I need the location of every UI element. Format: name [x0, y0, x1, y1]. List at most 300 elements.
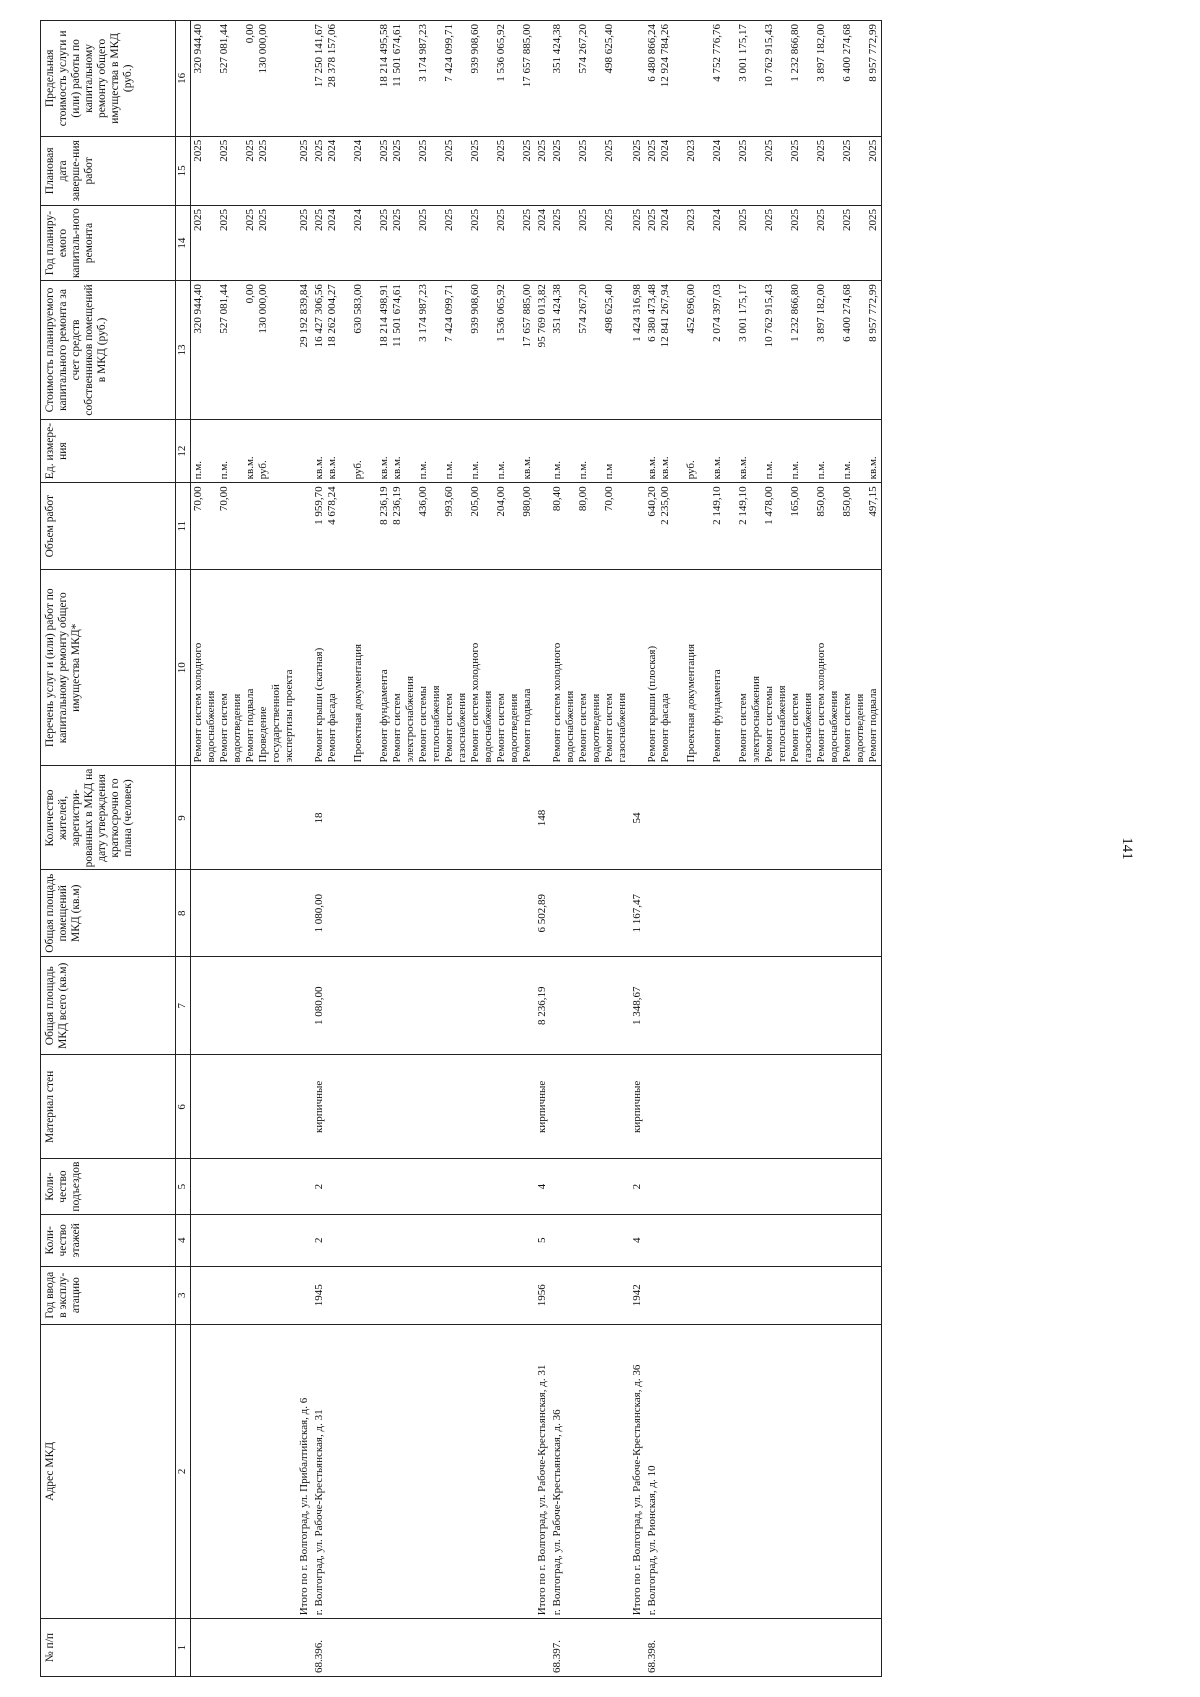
header-cell: Ед. измере-ния [41, 419, 176, 483]
cost-line: 11 501 674,61 [391, 284, 403, 347]
cost-line [724, 284, 737, 416]
volume-cell [312, 483, 535, 570]
volume-line: 70,00 [192, 486, 204, 512]
work-item-line: экспертизы проекта [283, 669, 295, 763]
repair-year-line [776, 209, 789, 277]
cost-line: 1 232 866,80 [789, 284, 801, 342]
work-item-line: водоотведения [508, 693, 520, 763]
unit-line [828, 423, 841, 480]
work-item-line: Проведение [257, 706, 269, 763]
cost-line [828, 284, 841, 416]
max-cost-line [231, 24, 244, 133]
volume-line: 70,00 [603, 486, 615, 512]
repair-year-line: 2024 [711, 209, 723, 232]
completion-date-line [724, 140, 737, 202]
max-cost-line [352, 24, 365, 133]
cost-cell [191, 281, 298, 420]
volume-line: 8 236,19 [391, 486, 403, 525]
max-cost-line [456, 24, 469, 133]
column-number-cell: 9 [176, 766, 191, 870]
repair-year-line: 2025 [631, 209, 643, 232]
max-cost-line [776, 24, 789, 133]
work-item-line: Ремонт систем [391, 693, 403, 763]
header-cell: Стоимость планируемого капитального ремонта за счет средств собственников помещений в МКД (руб.) [41, 281, 176, 420]
cost-line [854, 284, 867, 416]
max-cost-line: 18 214 495,58 [378, 24, 390, 88]
year-built-cell: 1942 [630, 1266, 645, 1324]
unit-line [724, 423, 737, 480]
wall-material-cell [191, 1055, 298, 1159]
repair-year-line: 2025 [495, 209, 507, 232]
work-item-line: теплоснабжения [776, 685, 788, 763]
residents-cell: 54 [630, 766, 645, 870]
volume-line [564, 486, 577, 566]
address-cell [191, 1324, 298, 1619]
volume-line [482, 486, 495, 566]
cost-line: 7 424 099,71 [443, 284, 455, 342]
completion-date-cell [191, 136, 298, 205]
completion-date-line: 2025 [551, 139, 563, 162]
completion-date-line [231, 140, 244, 202]
unit-cell [645, 419, 882, 483]
unit-line [298, 423, 311, 480]
header-cell: Количество жителей, зарегистри-рованных в МКД на дату утверждения краткосрочно го плана (человек) [41, 766, 176, 870]
unit-line: руб. [352, 460, 364, 480]
cost-cell [645, 281, 882, 420]
work-item-line: Ремонт системы [763, 686, 775, 763]
cost-line: 320 944,40 [192, 284, 204, 334]
work-item-line [536, 573, 549, 762]
completion-date-line: 2024 [326, 139, 338, 162]
cost-line [365, 284, 378, 416]
column-number-cell: 6 [176, 1055, 191, 1159]
cost-line: 6 400 274,68 [841, 284, 853, 342]
cost-line [430, 284, 443, 416]
volume-line [854, 486, 867, 566]
repair-year-line [270, 209, 283, 277]
completion-date-line: 2025 [378, 139, 390, 162]
repair-year-line [365, 209, 378, 277]
volume-line [298, 486, 311, 566]
work-item-line: водоснабжения [482, 690, 494, 763]
completion-date-line: 2025 [867, 139, 879, 162]
address-cell: Итого по г. Волгоград, ул. Рабоче-Крестьянская, д. 36 [630, 1324, 645, 1619]
completion-date-cell [645, 136, 882, 205]
max-cost-line: 1 536 065,92 [495, 24, 507, 82]
completion-date-line: 2025 [417, 139, 429, 162]
max-cost-line [430, 24, 443, 133]
capital-repair-table [40, 20, 882, 1677]
unit-line [698, 423, 711, 480]
volume-line [685, 486, 698, 566]
max-cost-line: 1 232 866,80 [789, 24, 801, 82]
unit-line: кв.м. [313, 456, 325, 480]
max-cost-line [616, 24, 629, 133]
table-row [535, 21, 550, 1677]
cost-line: 630 583,00 [352, 284, 364, 334]
max-cost-line [854, 24, 867, 133]
max-cost-line: 4 752 776,76 [711, 24, 723, 82]
repair-year-line: 2025 [257, 209, 269, 232]
unit-line: кв.м. [646, 456, 658, 480]
max-cost-cell [312, 21, 535, 137]
repair-year-line: 2025 [841, 209, 853, 232]
cost-line [205, 284, 218, 416]
volume-cell [297, 483, 312, 570]
cost-line [672, 284, 685, 416]
work-item-line: Ремонт подвала [867, 688, 879, 763]
premises-area-cell: 1 167,47 [630, 870, 645, 957]
volume-line [404, 486, 417, 566]
work-item-cell [312, 570, 535, 766]
volume-cell [191, 483, 298, 570]
completion-date-line: 2025 [218, 139, 230, 162]
unit-line [564, 423, 577, 480]
row-number-cell [535, 1619, 550, 1677]
total-area-cell [297, 957, 312, 1055]
year-built-cell: 1956 [535, 1266, 550, 1324]
work-item-cell [297, 570, 312, 766]
entrances-cell [297, 1159, 312, 1214]
volume-line: 1 959,70 [313, 486, 325, 525]
max-cost-line: 320 944,40 [192, 24, 204, 74]
repair-year-line: 2025 [763, 209, 775, 232]
repair-year-line: 2025 [417, 209, 429, 232]
max-cost-line [536, 24, 549, 133]
completion-date-line [698, 140, 711, 202]
volume-line [270, 486, 283, 566]
premises-area-cell [550, 870, 630, 957]
residents-cell [297, 766, 312, 870]
volume-line [616, 486, 629, 566]
work-item-cell [550, 570, 630, 766]
work-item-line: Ремонт крыши (плоская) [646, 645, 658, 763]
work-item-line [698, 573, 711, 762]
repair-year-line: 2024 [536, 209, 548, 232]
repair-year-line [672, 209, 685, 277]
work-item-line: Ремонт фундамента [711, 669, 723, 763]
work-item-line: Ремонт систем холодного [551, 642, 563, 763]
cost-line: 16 427 306,56 [313, 284, 325, 348]
cost-line: 18 262 004,27 [326, 284, 338, 348]
unit-line [270, 423, 283, 480]
repair-year-line: 2023 [685, 209, 697, 232]
header-cell: Предельная стоимость услуги и (или) работы по капитальному ремонту общего имущества в МКД (руб.) [41, 21, 176, 137]
work-item-line: Ремонт систем [841, 693, 853, 763]
volume-line: 1 478,00 [763, 486, 775, 525]
repair-year-line [339, 209, 352, 277]
work-item-line: Ремонт систем [495, 693, 507, 763]
repair-year-line [482, 209, 495, 277]
completion-date-line [456, 140, 469, 202]
max-cost-line: 3 897 182,00 [815, 24, 827, 82]
unit-line: п.м. [417, 460, 429, 480]
work-item-line: теплоснабжения [430, 685, 442, 763]
unit-line: п.м. [495, 460, 507, 480]
unit-line: п.м. [789, 460, 801, 480]
work-item-line: Ремонт систем [603, 693, 615, 763]
max-cost-line: 28 378 157,06 [326, 24, 338, 88]
cost-line [564, 284, 577, 416]
max-cost-line: 8 957 772,99 [867, 24, 879, 82]
cost-line: 3 897 182,00 [815, 284, 827, 342]
unit-line [430, 423, 443, 480]
completion-date-line [404, 140, 417, 202]
max-cost-line [590, 24, 603, 133]
volume-line [205, 486, 218, 566]
completion-date-line: 2025 [536, 139, 548, 162]
cost-line [616, 284, 629, 416]
volume-cell [550, 483, 630, 570]
year-built-cell: 1945 [312, 1266, 535, 1324]
max-cost-line: 17 250 141,67 [313, 24, 325, 88]
work-item-line: водоотведения [590, 693, 602, 763]
volume-line [590, 486, 603, 566]
volume-line [750, 486, 763, 566]
volume-line: 497,15 [867, 486, 879, 517]
cost-cell [630, 281, 645, 420]
completion-date-line: 2025 [631, 139, 643, 162]
column-number-cell: 5 [176, 1159, 191, 1214]
unit-line [205, 423, 218, 480]
year-built-cell [645, 1266, 882, 1324]
max-cost-line [205, 24, 218, 133]
completion-date-line: 2025 [763, 139, 775, 162]
address-cell: г. Волгоград, ул. Рабоче-Крестьянская, д. 36 [550, 1324, 630, 1619]
max-cost-line: 527 081,44 [218, 24, 230, 74]
entrances-cell: 4 [535, 1159, 550, 1214]
cost-line: 17 657 885,00 [521, 284, 533, 348]
cost-line: 18 214 498,91 [378, 284, 390, 348]
header-cell: Плановая дата заверше-ния работ [41, 136, 176, 205]
completion-date-line [339, 140, 352, 202]
work-item-line: Ремонт фундамента [378, 669, 390, 763]
unit-line: п.м [603, 463, 615, 480]
completion-date-line [270, 140, 283, 202]
repair-year-line: 2025 [378, 209, 390, 232]
header-cell: Материал стен [41, 1055, 176, 1159]
volume-line: 70,00 [218, 486, 230, 512]
completion-date-line: 2025 [646, 139, 658, 162]
completion-date-line [616, 140, 629, 202]
unit-cell [535, 419, 550, 483]
max-cost-line [339, 24, 352, 133]
completion-date-line: 2025 [521, 139, 533, 162]
floors-cell [550, 1214, 630, 1266]
max-cost-line [508, 24, 521, 133]
repair-year-line: 2025 [577, 209, 589, 232]
floors-cell [191, 1214, 298, 1266]
repair-year-cell [550, 206, 630, 281]
completion-date-line [854, 140, 867, 202]
repair-year-line [724, 209, 737, 277]
repair-year-cell [312, 206, 535, 281]
max-cost-line [270, 24, 283, 133]
unit-line: кв.м. [659, 456, 671, 480]
unit-cell [550, 419, 630, 483]
volume-line: 850,00 [815, 486, 827, 517]
max-cost-line [698, 24, 711, 133]
volume-line: 8 236,19 [378, 486, 390, 525]
volume-line [283, 486, 296, 566]
repair-year-line [616, 209, 629, 277]
work-item-line: Ремонт систем холодного [815, 642, 827, 763]
column-number-cell: 7 [176, 957, 191, 1055]
address-cell: Итого по г. Волгоград, ул. Рабоче-Крестьянская, д. 31 [535, 1324, 550, 1619]
completion-date-line: 2025 [244, 139, 256, 162]
column-number-cell: 4 [176, 1214, 191, 1266]
row-number-cell [191, 1619, 298, 1677]
volume-cell [630, 483, 645, 570]
repair-year-line [698, 209, 711, 277]
cost-line [482, 284, 495, 416]
column-number-cell: 11 [176, 483, 191, 570]
repair-year-line: 2024 [352, 209, 364, 232]
column-number-cell: 16 [176, 21, 191, 137]
repair-year-line [430, 209, 443, 277]
unit-line [283, 423, 296, 480]
volume-line [365, 486, 378, 566]
work-item-line: водоотведения [854, 693, 866, 763]
premises-area-cell [645, 870, 882, 957]
max-cost-cell [645, 21, 882, 137]
unit-line: п.м. [218, 460, 230, 480]
max-cost-line: 351 424,38 [551, 24, 563, 74]
unit-line [776, 423, 789, 480]
volume-line: 204,00 [495, 486, 507, 517]
repair-year-line [205, 209, 218, 277]
work-item-line: Ремонт систем холодного [469, 642, 481, 763]
wall-material-cell: кирпичные [535, 1055, 550, 1159]
work-item-line [339, 573, 352, 762]
row-number-cell: 68.396. [312, 1619, 535, 1677]
work-item-line: электроснабжения [750, 676, 762, 763]
page-number: 141 [1119, 837, 1135, 860]
work-item-line: водоснабжения [828, 690, 840, 763]
unit-line: п.м. [577, 460, 589, 480]
residents-cell: 18 [312, 766, 535, 870]
repair-year-line: 2024 [326, 209, 338, 232]
premises-area-cell: 6 502,89 [535, 870, 550, 957]
repair-year-line [456, 209, 469, 277]
completion-date-line: 2025 [298, 139, 310, 162]
unit-line [404, 423, 417, 480]
repair-year-line: 2025 [867, 209, 879, 232]
work-item-line: газоснабжения [616, 692, 628, 763]
max-cost-line: 10 762 915,43 [763, 24, 775, 88]
volume-line: 80,40 [551, 486, 563, 512]
completion-date-line [508, 140, 521, 202]
work-item-line: электроснабжения [404, 676, 416, 763]
max-cost-line [828, 24, 841, 133]
total-area-cell: 1 348,67 [630, 957, 645, 1055]
header-cell: Объем работ [41, 483, 176, 570]
total-area-cell: 1 080,00 [312, 957, 535, 1055]
cost-cell [297, 281, 312, 420]
repair-year-line: 2025 [391, 209, 403, 232]
work-item-line [298, 573, 311, 762]
work-item-line: Ремонт систем [443, 693, 455, 763]
volume-line: 2 235,00 [659, 486, 671, 525]
max-cost-line [802, 24, 815, 133]
residents-cell [645, 766, 882, 870]
repair-year-line [231, 209, 244, 277]
repair-year-line: 2025 [789, 209, 801, 232]
repair-year-line [750, 209, 763, 277]
work-item-line [631, 573, 644, 762]
max-cost-line: 7 424 099,71 [443, 24, 455, 82]
completion-date-line: 2025 [495, 139, 507, 162]
table-row [297, 21, 312, 1677]
cost-line: 29 192 839,84 [298, 284, 310, 348]
column-number-cell: 3 [176, 1266, 191, 1324]
volume-line [698, 486, 711, 566]
table-row [312, 21, 535, 1677]
volume-line: 640,20 [646, 486, 658, 517]
work-item-line: водоотведения [231, 693, 243, 763]
residents-cell [550, 766, 630, 870]
max-cost-cell [297, 21, 312, 137]
column-number-cell: 8 [176, 870, 191, 957]
work-item-line: Ремонт систем [577, 693, 589, 763]
repair-year-line: 2025 [521, 209, 533, 232]
volume-line: 850,00 [841, 486, 853, 517]
residents-cell [191, 766, 298, 870]
completion-date-line [672, 140, 685, 202]
unit-cell [191, 419, 298, 483]
column-number-cell: 12 [176, 419, 191, 483]
completion-date-line: 2024 [711, 139, 723, 162]
cost-line: 8 957 772,99 [867, 284, 879, 342]
unit-line [750, 423, 763, 480]
cost-line [456, 284, 469, 416]
volume-line [339, 486, 352, 566]
work-item-line: Ремонт систем холодного [192, 642, 204, 763]
completion-date-line [828, 140, 841, 202]
completion-date-line: 2025 [841, 139, 853, 162]
unit-line: кв.м. [737, 456, 749, 480]
unit-line: п.м. [192, 460, 204, 480]
table-row [645, 21, 882, 1677]
completion-date-line [365, 140, 378, 202]
entrances-cell [550, 1159, 630, 1214]
entrances-cell: 2 [312, 1159, 535, 1214]
completion-date-line: 2025 [257, 139, 269, 162]
header-cell: Коли-чество подъездов [41, 1159, 176, 1214]
cost-line: 3 174 987,23 [417, 284, 429, 342]
repair-year-line: 2025 [603, 209, 615, 232]
max-cost-line: 6 400 274,68 [841, 24, 853, 82]
cost-line [283, 284, 296, 416]
repair-year-line [508, 209, 521, 277]
address-cell: г. Волгоград, ул. Рабоче-Крестьянская, д. 31 [312, 1324, 535, 1619]
column-number-cell: 10 [176, 570, 191, 766]
floors-cell [297, 1214, 312, 1266]
unit-line: кв.м. [391, 456, 403, 480]
volume-line [456, 486, 469, 566]
wall-material-cell [297, 1055, 312, 1159]
completion-date-line: 2025 [192, 139, 204, 162]
header-row [41, 21, 176, 1677]
volume-cell [535, 483, 550, 570]
completion-date-line: 2025 [603, 139, 615, 162]
completion-date-line [283, 140, 296, 202]
volume-line [352, 486, 365, 566]
max-cost-cell [535, 21, 550, 137]
unit-line: п.м. [841, 460, 853, 480]
completion-date-line [750, 140, 763, 202]
cost-line: 1 424 316,98 [631, 284, 643, 342]
